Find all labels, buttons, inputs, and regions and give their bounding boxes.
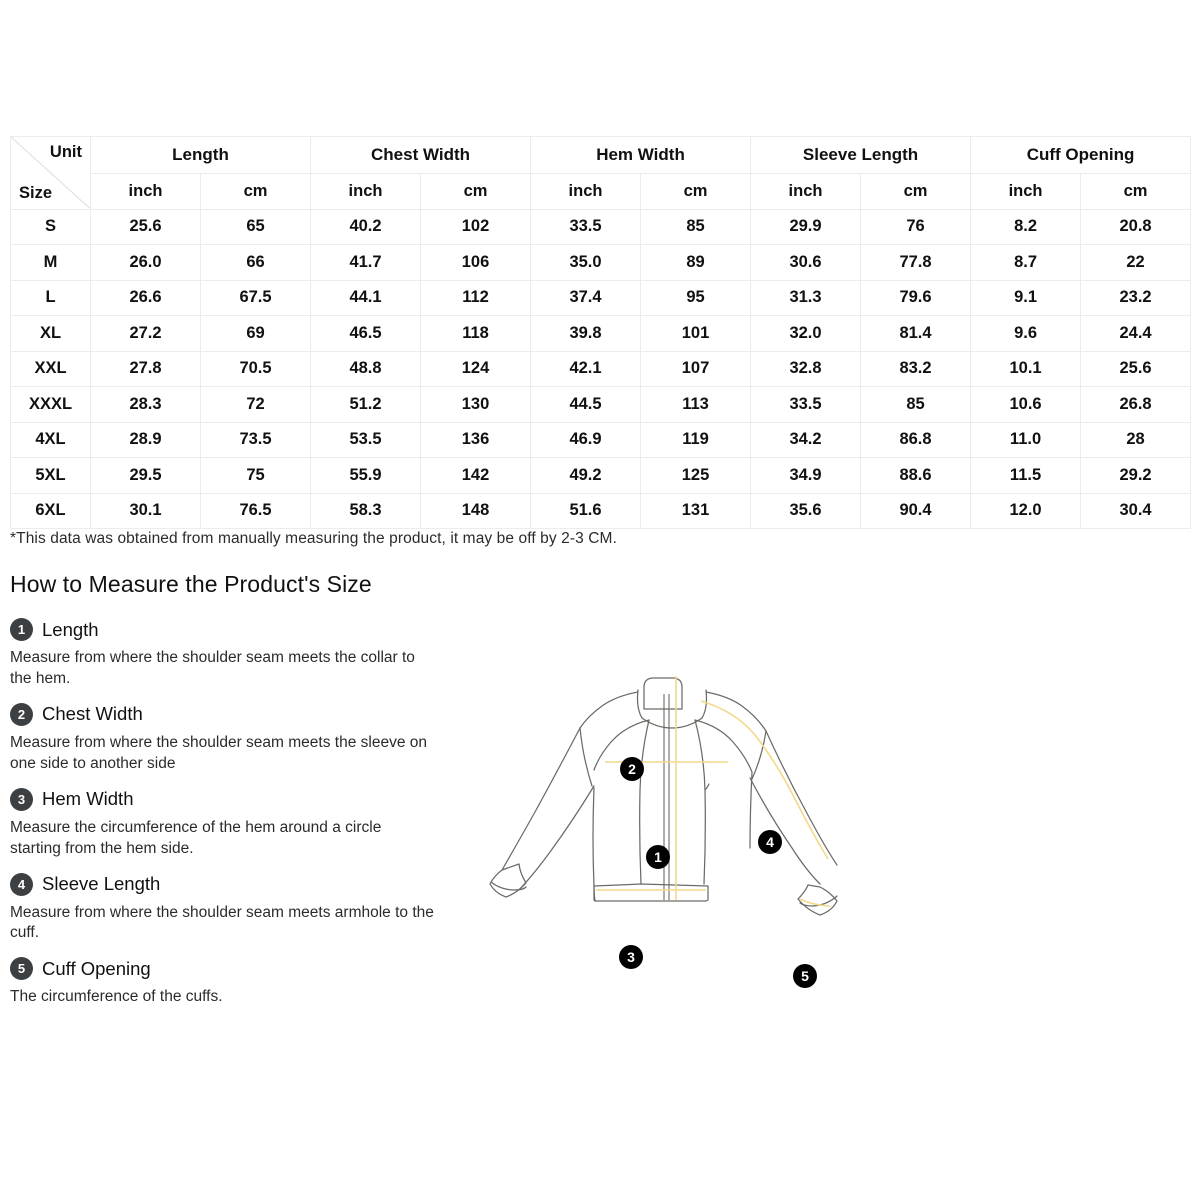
table-row <box>11 422 1191 458</box>
measurement-cell: 88.6 <box>861 458 971 494</box>
size-chart-table <box>10 136 1191 529</box>
measure-step-title: Chest Width <box>42 703 143 725</box>
unit-header-2: inch <box>311 174 421 210</box>
measurement-cell: 26.0 <box>91 245 201 281</box>
measurement-cell: 29.5 <box>91 458 201 494</box>
measurement-cell: 70.5 <box>201 351 311 387</box>
measurement-cell: 136 <box>421 422 531 458</box>
measurement-cell: 130 <box>421 387 531 423</box>
measurement-cell: 12.0 <box>971 493 1081 529</box>
measurement-cell: 73.5 <box>201 422 311 458</box>
step-number-badge: 5 <box>10 957 33 980</box>
measurement-cell: 29.9 <box>751 209 861 245</box>
measurement-cell: 77.8 <box>861 245 971 281</box>
measurement-cell: 69 <box>201 316 311 352</box>
measurement-cell: 65 <box>201 209 311 245</box>
measurement-cell: 142 <box>421 458 531 494</box>
table-row <box>11 245 1191 281</box>
unit-header-6: inch <box>751 174 861 210</box>
measurement-cell: 41.7 <box>311 245 421 281</box>
measurement-cell: 28.9 <box>91 422 201 458</box>
diagram-marker-3-label: 3 <box>627 949 635 965</box>
measurement-cell: 44.5 <box>531 387 641 423</box>
measurement-cell: 106 <box>421 245 531 281</box>
diagram-marker-2-label: 2 <box>628 761 636 777</box>
unit-header-1: cm <box>201 174 311 210</box>
measurement-cell: 40.2 <box>311 209 421 245</box>
group-header-sleeve-length: Sleeve Length <box>751 137 971 174</box>
measurement-cell: 11.0 <box>971 422 1081 458</box>
measurement-cell: 46.5 <box>311 316 421 352</box>
measure-step <box>10 873 440 945</box>
measurement-cell: 85 <box>861 387 971 423</box>
diagram-marker-1 <box>646 845 670 869</box>
how-to-measure-title: How to Measure the Product's Size <box>10 571 372 597</box>
zipper-icon <box>664 694 669 900</box>
measurement-cell: 89 <box>641 245 751 281</box>
measurement-cell: 28 <box>1081 422 1191 458</box>
diagram-marker-4-label: 4 <box>766 834 774 850</box>
unit-header-9: cm <box>1081 174 1191 210</box>
measure-step-header <box>10 788 440 811</box>
table-header <box>11 137 1191 210</box>
measure-step-description: Measure from where the shoulder seam meets armhole to the cuff. <box>10 903 434 942</box>
measurement-cell: 48.8 <box>311 351 421 387</box>
step-number-badge: 1 <box>10 618 33 641</box>
measurement-cell: 24.4 <box>1081 316 1191 352</box>
measurement-cell: 131 <box>641 493 751 529</box>
diagram-marker-4 <box>758 830 782 854</box>
measure-step-description: Measure the circumference of the hem around a circle starting from the hem side. <box>10 818 382 857</box>
measurement-cell: 28.3 <box>91 387 201 423</box>
unit-header-4: inch <box>531 174 641 210</box>
measurement-cell: 76.5 <box>201 493 311 529</box>
step-number-badge: 2 <box>10 703 33 726</box>
measurement-cell: 124 <box>421 351 531 387</box>
measurement-cell: 148 <box>421 493 531 529</box>
size-cell: XXL <box>11 351 91 387</box>
measurement-cell: 30.6 <box>751 245 861 281</box>
step-number-badge: 3 <box>10 788 33 811</box>
measurement-cell: 51.2 <box>311 387 421 423</box>
measurement-cell: 22 <box>1081 245 1191 281</box>
size-cell: 6XL <box>11 493 91 529</box>
measurement-cell: 34.2 <box>751 422 861 458</box>
measure-step-header <box>10 618 440 641</box>
diagram-marker-2 <box>620 757 644 781</box>
measurement-cell: 26.6 <box>91 280 201 316</box>
measure-step-title: Sleeve Length <box>42 873 161 895</box>
size-cell: XXXL <box>11 387 91 423</box>
unit-header-8: inch <box>971 174 1081 210</box>
measurement-cell: 118 <box>421 316 531 352</box>
step-number-badge: 4 <box>10 873 33 896</box>
table-row <box>11 458 1191 494</box>
measurement-cell: 11.5 <box>971 458 1081 494</box>
measurement-cell: 35.6 <box>751 493 861 529</box>
measurement-cell: 72 <box>201 387 311 423</box>
measurement-cell: 95 <box>641 280 751 316</box>
table-row <box>11 209 1191 245</box>
measurement-cell: 83.2 <box>861 351 971 387</box>
measurement-cell: 33.5 <box>751 387 861 423</box>
group-header-cuff-opening: Cuff Opening <box>971 137 1191 174</box>
measure-step-header <box>10 957 440 980</box>
measurement-cell: 8.7 <box>971 245 1081 281</box>
measurement-cell: 85 <box>641 209 751 245</box>
measurement-cell: 102 <box>421 209 531 245</box>
size-cell: L <box>11 280 91 316</box>
measurement-cell: 119 <box>641 422 751 458</box>
diagram-marker-1-label: 1 <box>654 849 662 865</box>
measurement-cell: 35.0 <box>531 245 641 281</box>
measurement-cell: 76 <box>861 209 971 245</box>
unit-header-0: inch <box>91 174 201 210</box>
group-header-length: Length <box>91 137 311 174</box>
measurement-cell: 113 <box>641 387 751 423</box>
size-label: Size <box>19 183 53 202</box>
measurement-cell: 90.4 <box>861 493 971 529</box>
measurement-cell: 30.1 <box>91 493 201 529</box>
measurement-cell: 9.1 <box>971 280 1081 316</box>
measure-step <box>10 788 440 860</box>
measurement-cell: 27.2 <box>91 316 201 352</box>
measurement-cell: 31.3 <box>751 280 861 316</box>
size-cell: S <box>11 209 91 245</box>
measurement-cell: 8.2 <box>971 209 1081 245</box>
measurement-cell: 23.2 <box>1081 280 1191 316</box>
measurement-cell: 58.3 <box>311 493 421 529</box>
table-row <box>11 351 1191 387</box>
measure-step-description: Measure from where the shoulder seam meets the collar to the hem. <box>10 649 415 687</box>
measurement-cell: 53.5 <box>311 422 421 458</box>
group-header-hem-width: Hem Width <box>531 137 751 174</box>
measurement-cell: 46.9 <box>531 422 641 458</box>
diagram-marker-3 <box>619 945 643 969</box>
measurement-cell: 32.8 <box>751 351 861 387</box>
measure-step <box>10 703 440 775</box>
measurement-cell: 9.6 <box>971 316 1081 352</box>
measurement-disclaimer: *This data was obtained from manually measuring the product, it may be off by 2-3 CM. <box>10 530 617 547</box>
measurement-cell: 29.2 <box>1081 458 1191 494</box>
measurement-cell: 32.0 <box>751 316 861 352</box>
measurement-cell: 37.4 <box>531 280 641 316</box>
measurement-cell: 30.4 <box>1081 493 1191 529</box>
unit-size-corner-cell <box>11 137 91 210</box>
measure-step-header <box>10 873 440 896</box>
measurement-cell: 44.1 <box>311 280 421 316</box>
measurement-cell: 34.9 <box>751 458 861 494</box>
table-header-group-row <box>11 137 1191 174</box>
table-row <box>11 280 1191 316</box>
measure-step-title: Length <box>42 618 99 640</box>
measurement-cell: 55.9 <box>311 458 421 494</box>
unit-header-3: cm <box>421 174 531 210</box>
measurement-cell: 107 <box>641 351 751 387</box>
measurement-cell: 25.6 <box>1081 351 1191 387</box>
size-cell: XL <box>11 316 91 352</box>
table-row <box>11 387 1191 423</box>
measure-step-header <box>10 703 440 726</box>
measurement-cell: 33.5 <box>531 209 641 245</box>
diagram-marker-5-label: 5 <box>801 968 809 984</box>
measure-step-title: Cuff Opening <box>42 957 151 979</box>
measurement-cell: 101 <box>641 316 751 352</box>
measurement-cell: 81.4 <box>861 316 971 352</box>
size-chart-table-container <box>10 136 1190 529</box>
measure-step-description: Measure from where the shoulder seam meets the sleeve on one side to another side <box>10 733 427 772</box>
measurement-cell: 10.1 <box>971 351 1081 387</box>
measurement-cell: 67.5 <box>201 280 311 316</box>
measure-step-title: Hem Width <box>42 788 134 810</box>
measure-step-description: The circumference of the cuffs. <box>10 988 223 1006</box>
unit-header-5: cm <box>641 174 751 210</box>
measurement-cell: 51.6 <box>531 493 641 529</box>
table-row <box>11 493 1191 529</box>
table-header-unit-row <box>11 174 1191 210</box>
measure-step <box>10 957 440 1008</box>
measurement-cell: 49.2 <box>531 458 641 494</box>
size-cell: M <box>11 245 91 281</box>
measurement-cell: 25.6 <box>91 209 201 245</box>
measurement-cell: 79.6 <box>861 280 971 316</box>
measure-step <box>10 618 440 690</box>
table-body <box>11 209 1191 529</box>
size-cell: 4XL <box>11 422 91 458</box>
unit-header-7: cm <box>861 174 971 210</box>
table-row <box>11 316 1191 352</box>
measurement-cell: 27.8 <box>91 351 201 387</box>
jacket-measurement-diagram <box>448 628 880 1000</box>
measurement-cell: 125 <box>641 458 751 494</box>
group-header-chest-width: Chest Width <box>311 137 531 174</box>
diagram-marker-5 <box>793 964 817 988</box>
size-cell: 5XL <box>11 458 91 494</box>
measurement-cell: 86.8 <box>861 422 971 458</box>
measurement-cell: 42.1 <box>531 351 641 387</box>
measurement-cell: 10.6 <box>971 387 1081 423</box>
measurement-cell: 112 <box>421 280 531 316</box>
measurement-cell: 75 <box>201 458 311 494</box>
measurement-cell: 39.8 <box>531 316 641 352</box>
measurement-cell: 66 <box>201 245 311 281</box>
measurement-cell: 26.8 <box>1081 387 1191 423</box>
how-to-measure-steps <box>10 618 440 1021</box>
measurement-cell: 20.8 <box>1081 209 1191 245</box>
unit-label: Unit <box>49 143 82 161</box>
